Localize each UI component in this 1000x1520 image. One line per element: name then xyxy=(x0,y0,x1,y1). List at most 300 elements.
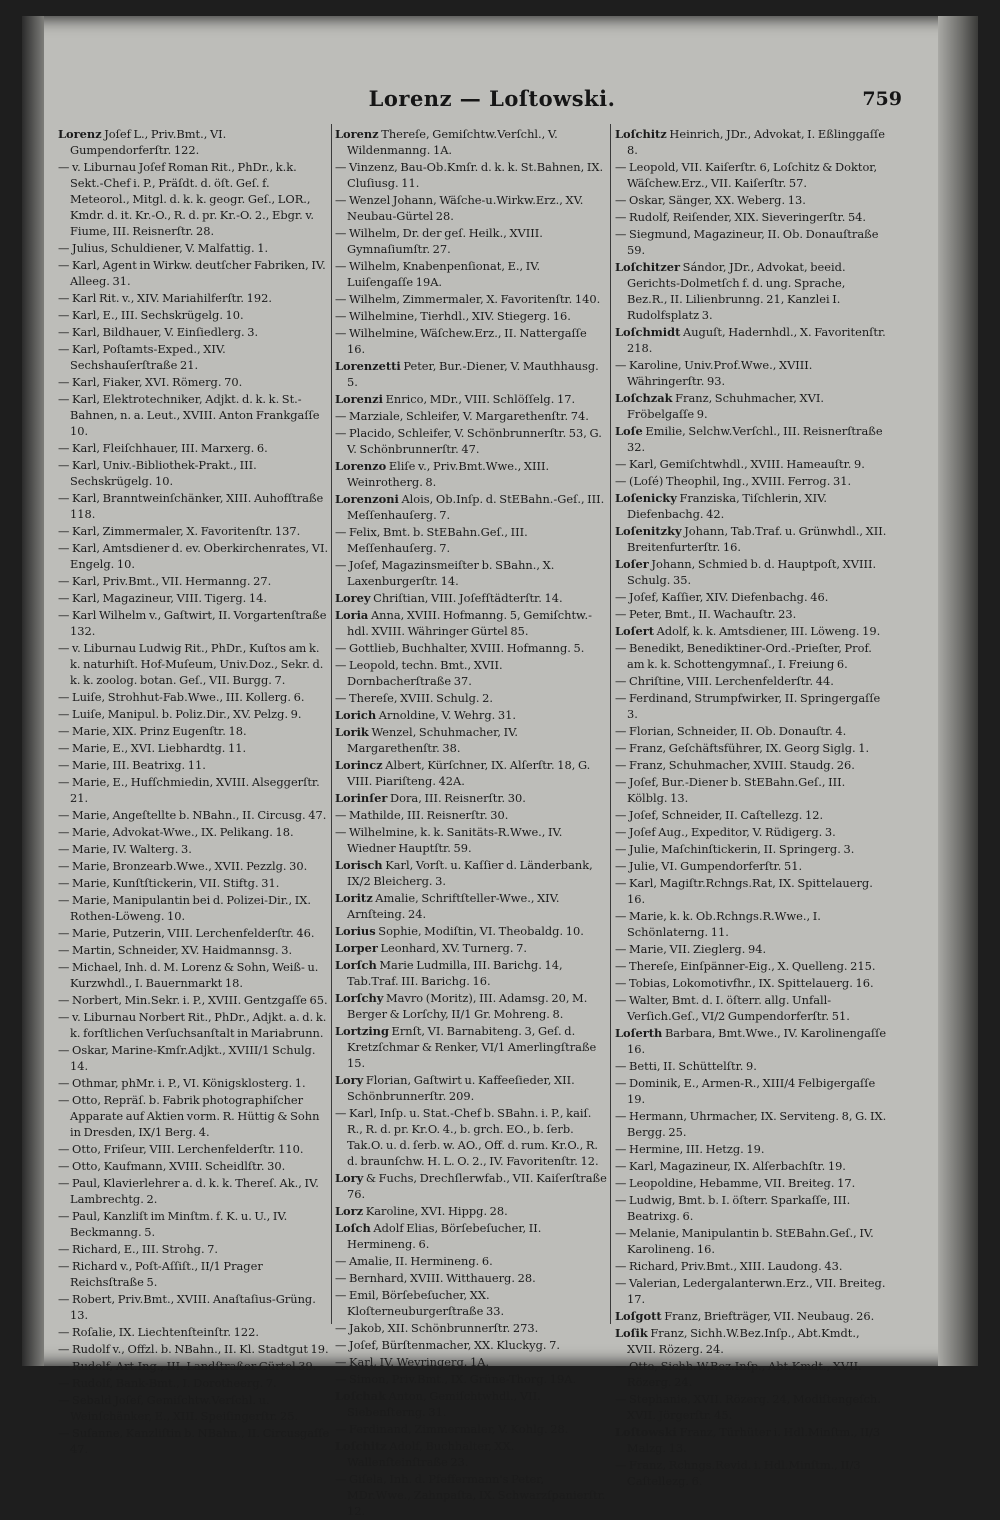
entry-surname: Lorenzetti xyxy=(335,359,401,373)
entry-text: Adolf Elias, Börſebeſucher, II. Hermineng. 6. xyxy=(347,1221,542,1251)
entry-text: — Julie, VI. Gumpendorferſtr. 51. xyxy=(615,859,803,873)
directory-entry xyxy=(615,673,887,689)
entry-surname: Loſchzak xyxy=(615,391,673,405)
directory-entry xyxy=(58,841,330,857)
directory-entry xyxy=(615,740,887,756)
entry-text: — Julius, Schuldiener, V. Malfattig. 1. xyxy=(58,241,269,255)
entry-surname: Loſchitz xyxy=(615,127,667,141)
entry-text: — Martin, Schneider, XV. Haidmannsg. 3. xyxy=(58,943,293,957)
directory-entry xyxy=(615,958,887,974)
directory-entry xyxy=(615,159,887,191)
directory-entry xyxy=(335,225,607,257)
entry-text: Peter, Bur.-Diener, V. Mauthhausg. 5. xyxy=(347,359,599,389)
entry-text: Leonhard, XV. Turnerg. 7. xyxy=(380,941,527,955)
entry-text: — Marie, IV. Walterg. 3. xyxy=(58,842,192,856)
entry-surname: Lory xyxy=(335,1171,364,1185)
entry-text: Dora, III. Reisnerſtr. 30. xyxy=(390,791,526,805)
entry-surname: Lorenz xyxy=(58,127,102,141)
entry-text: Johann, Tab.Traf. u. Grünwhdl., XII. Breitenfurterſtr. 16. xyxy=(627,524,887,554)
directory-entry xyxy=(335,192,607,224)
entry-text: — Marie, E., Hufſchmiedin, XVIII. Alseggerſtr. 21. xyxy=(58,775,320,805)
directory-entry xyxy=(615,1225,887,1257)
directory-entry xyxy=(335,857,607,889)
directory-entry xyxy=(615,1275,887,1307)
entry-text: — Karl, Fleiſchhauer, III. Marxerg. 6. xyxy=(58,441,268,455)
directory-entry xyxy=(335,1287,607,1319)
entry-text: — Wilhelmine, Tierhdl., XIV. Stiegerg. 16. xyxy=(335,309,571,323)
directory-entry xyxy=(58,1175,330,1207)
entry-text: — Norbert, Min.Sekr. i. P., XVIII. Gentzgaſſe 65. xyxy=(58,993,328,1007)
directory-entry xyxy=(58,959,330,991)
directory-entry xyxy=(615,1158,887,1174)
entry-text: Barbara, Bmt.Wwe., IV. Karolinengaſſe 16. xyxy=(627,1026,887,1056)
directory-entry xyxy=(58,1258,330,1290)
entry-text: — Richard, Priv.Bmt., XIII. Laudong. 43. xyxy=(615,1259,843,1273)
directory-entry xyxy=(335,308,607,324)
entry-text: — Hermann, Uhrmacher, IX. Serviteng. 8, G. IX. Bergg. 25. xyxy=(615,1109,887,1139)
entry-text: — Oskar, Sänger, XX. Weberg. 13. xyxy=(615,193,806,207)
entry-surname: Loſerth xyxy=(615,1026,663,1040)
directory-entry xyxy=(615,456,887,472)
entry-text: Mavro (Moritz), III. Adamsg. 20, M. Berger & Lorſchy, II/1 Gr. Mohreng. 8. xyxy=(347,991,588,1021)
directory-entry xyxy=(335,1320,607,1336)
directory-entry xyxy=(615,523,887,555)
entry-text: — Franz, Geſchäftsführer, IX. Georg Siglg. 1. xyxy=(615,741,870,755)
directory-entry xyxy=(335,524,607,556)
entry-text: — Karl Wilhelm v., Gaſtwirt, II. Vorgartenſtraße 132. xyxy=(58,608,327,638)
directory-entry xyxy=(335,391,607,407)
directory-entry xyxy=(335,1203,607,1219)
entry-text: — Joſef Aug., Expeditor, V. Rüdigerg. 3. xyxy=(615,825,836,839)
directory-entry xyxy=(615,1325,887,1357)
entry-text: Franz, Sichh.W.Bez.Inſp., Abt.Kmdt., XVII. Rözerg. 24. xyxy=(627,1326,860,1356)
entry-surname: Lorper xyxy=(335,941,378,955)
directory-entry xyxy=(58,892,330,924)
entry-text: — Karl, Elektrotechniker, Adjkt. d. k. k. St.-Bahnen, n. a. Leut., XVIII. Anton Frankgaſſe 10. xyxy=(58,392,320,438)
entry-text: — Mathilde, III. Reisnerſtr. 30. xyxy=(335,808,509,822)
directory-entry xyxy=(615,589,887,605)
directory-entry xyxy=(58,1075,330,1091)
entry-text: Arnoldine, V. Wehrg. 31. xyxy=(378,708,516,722)
entry-surname: Loſe xyxy=(615,424,643,438)
entry-text: — Ferdinand, Zimmermaler, V. Kohlg. 28. xyxy=(335,1422,569,1436)
entry-text: — Michael, Inh. d. M. Lorenz & Sohn, Weiß- u. Kurzwhdl., I. Bauernmarkt 18. xyxy=(58,960,319,990)
directory-entry xyxy=(335,824,607,856)
directory-entry xyxy=(58,640,330,688)
entry-surname: Loritz xyxy=(335,891,373,905)
directory-entry xyxy=(58,1392,330,1424)
directory-entry xyxy=(58,757,330,773)
entry-text: — Thereſe, XVIII. Schulg. 2. xyxy=(335,691,494,705)
entry-text: — Marie, Manipulantin bei d. Polizei-Dir., IX. Rothen-Löweng. 10. xyxy=(58,893,312,923)
directory-entry xyxy=(615,259,887,323)
directory-entry xyxy=(335,807,607,823)
entry-text: Franz, Briefträger, VII. Neubaug. 26. xyxy=(664,1309,875,1323)
entry-text: — Marie, Bronzearb.Wwe., XVII. Pezzlg. 30. xyxy=(58,859,308,873)
directory-entry xyxy=(335,557,607,589)
entry-text: — Marie, Advokat-Wwe., IX. Pelikang. 18. xyxy=(58,825,294,839)
entry-text: Thereſe, Gemiſchtw.Verſchl., V. Wildenmanng. 1A. xyxy=(347,127,558,157)
directory-entry xyxy=(58,573,330,589)
directory-entry xyxy=(335,1421,607,1437)
book-gutter xyxy=(22,16,44,1366)
directory-entry xyxy=(615,824,887,840)
directory-entry xyxy=(58,324,330,340)
directory-entry xyxy=(335,291,607,307)
entry-text: — Thereſe, Einſpänner-Eig., X. Quelleng. 215. xyxy=(615,959,876,973)
directory-entry xyxy=(615,556,887,588)
entry-text: Adolf, Buchhalter, XX. Wallenſteinſtraße 23. xyxy=(347,1439,515,1469)
entry-text: & Fuchs, Drechſlerwfab., VII. Kaiſerſtraße 76. xyxy=(347,1171,607,1201)
entry-text: — Bernhard, XVIII. Witthauerg. 28. xyxy=(335,1271,536,1285)
directory-entry xyxy=(58,159,330,239)
entry-text: — Gottlieb, Buchhalter, XVIII. Hofmanng. 5. xyxy=(335,641,585,655)
directory-entry xyxy=(335,408,607,424)
directory-entry xyxy=(335,1072,607,1104)
directory-entry xyxy=(335,126,607,158)
directory-entry xyxy=(615,209,887,225)
page-number: 759 xyxy=(862,88,902,110)
directory-entry xyxy=(335,890,607,922)
directory-entry xyxy=(58,457,330,489)
directory-entry xyxy=(615,226,887,258)
entry-surname: Lory xyxy=(335,1073,364,1087)
directory-entry xyxy=(615,975,887,991)
entry-text: Franziska, Tiſchlerin, XIV. Diefenbachg. 42. xyxy=(627,491,828,521)
entry-text: Joſef L., Priv.Bmt., VI. Gumpendorferſtr. 122. xyxy=(70,127,227,157)
entry-text: — Paul, Klavierlehrer a. d. k. k. Thereſ. Ak., IV. Lambrechtg. 2. xyxy=(58,1176,319,1206)
entry-text: Eliſe v., Priv.Bmt.Wwe., XIII. Weinrotherg. 8. xyxy=(347,459,550,489)
directory-entry xyxy=(58,824,330,840)
entry-text: — Joſef, Kaſſier, XIV. Diefenbachg. 46. xyxy=(615,590,829,604)
entry-text: Johann, Schmied b. d. Hauptpoſt, XVIII. Schulg. 35. xyxy=(627,557,877,587)
entry-surname: Loſik xyxy=(615,1326,648,1340)
directory-entry xyxy=(58,774,330,806)
entry-text: — Roſalie, IX. Liechtenſteinſtr. 122. xyxy=(58,1325,259,1339)
entry-text: — Simon, Priv.Bmt., IX. Grüne-Thorg. 19A. xyxy=(335,1372,577,1386)
entry-text: — Giſela, Inh. d. Pfeffermann's Peter, MDr.Wwe., Zahnpaſta, IX. Schwarzſpanierſtr. 12. xyxy=(335,1472,606,1518)
entry-surname: Loſer xyxy=(615,557,649,571)
entry-text: — Rudolf v., Offzl. b. NBahn., II. Kl. Stadtgut 19. xyxy=(58,1342,329,1356)
entry-surname: Loſch xyxy=(335,1221,371,1235)
directory-entry xyxy=(58,1291,330,1323)
directory-entry xyxy=(335,1471,607,1519)
directory-entry xyxy=(335,458,607,490)
directory-entry xyxy=(58,1092,330,1140)
entry-text: — Vinzenz, Bau-Ob.Kmſr. d. k. k. St.Bahnen, IX. Cluſiusg. 11. xyxy=(335,160,604,190)
entry-text: — Wilhelm, Zimmermaler, X. Favoritenſtr. 140. xyxy=(335,292,601,306)
directory-entry xyxy=(58,723,330,739)
entry-text: — Marie, E., XVI. Liebhardtg. 11. xyxy=(58,741,247,755)
directory-entry xyxy=(58,341,330,373)
directory-entry xyxy=(615,390,887,422)
entry-text: — Walter, Bmt. d. I. öſterr. allg. Unfall-Verſich.Geſ., VI/2 Gumpendorferſtr. 51. xyxy=(615,993,850,1023)
entry-text: — Siegmund, Magazineur, II. Ob. Donauſtraße 59. xyxy=(615,227,879,257)
directory-entry xyxy=(615,992,887,1024)
directory-entry xyxy=(615,908,887,940)
directory-entry xyxy=(335,1220,607,1252)
entry-text: — Paul, Kanzliſt im Minſtm. f. K. u. U., IV. Beckmanng. 5. xyxy=(58,1209,288,1239)
entry-text: Adolf, k. k. Amtsdiener, III. Löweng. 19. xyxy=(656,624,881,638)
entry-text: — Karl, Fiaker, XVI. Römerg. 70. xyxy=(58,375,243,389)
entry-text: Albert, Kürſchner, IX. Alſerſtr. 18, G. VIII. Piariſteng. 42A. xyxy=(347,758,591,788)
entry-text: — Suſanne, Kanzliſtin b. NBahn., II. Circusgaſſe 47. xyxy=(58,1426,330,1456)
entry-text: — Leopold, techn. Bmt., XVII. Dornbacherſtraße 37. xyxy=(335,658,503,688)
entry-text: — Rudolf, Art.Ing., III. Landſtraßer Gürtel 39. xyxy=(58,1359,317,1373)
entry-text: Wenzel, Schuhmacher, IV. Margarethenſtr. 38. xyxy=(347,725,518,755)
directory-entry xyxy=(58,490,330,522)
directory-entry xyxy=(335,425,607,457)
entry-text: — Julie, Maſchinſtickerin, II. Springerg. 3. xyxy=(615,842,855,856)
entry-surname: Loria xyxy=(335,608,369,622)
entry-text: — Marie, VII. Zieglerg. 94. xyxy=(615,942,767,956)
entry-surname: Lorincz xyxy=(335,758,383,772)
directory-entry xyxy=(335,1170,607,1202)
entry-text: — Otto, Sichh.W.Bez.Inſp., Abt.Kmdt., XVII. Rözerg. 24. xyxy=(615,1359,862,1389)
directory-entry xyxy=(58,1208,330,1240)
directory-entry xyxy=(58,607,330,639)
entry-text: Franz, Türhüter i. Hdl.Minſtm., II/3 Malzg. 13. xyxy=(627,1425,881,1455)
directory-entry xyxy=(615,875,887,907)
directory-entry xyxy=(335,1354,607,1370)
entry-text: — Benedikt, Benediktiner-Ord.-Prieſter, Prof. am k. k. Schottengymnaſ., I. Freiung 6. xyxy=(615,641,872,671)
directory-entry xyxy=(58,374,330,390)
entry-text: — Peter, Bmt., II. Wachauſtr. 23. xyxy=(615,607,797,621)
directory-entry xyxy=(615,1457,887,1489)
entry-text: Franz, Schuhmacher, XVI. Fröbelgaſſe 9. xyxy=(627,391,824,421)
entry-surname: Loſert xyxy=(615,624,655,638)
entry-text: Emilie, Selchw.Verſchl., III. Reisnerſtraße 32. xyxy=(627,424,883,454)
directory-entry xyxy=(58,540,330,572)
entry-text: — Karl, Poſtamts-Exped., XIV. Sechshauſerſtraße 21. xyxy=(58,342,226,372)
directory-entry xyxy=(335,1253,607,1269)
entry-text: — Karl, Magazineur, IX. Alſerbachſtr. 19. xyxy=(615,1159,846,1173)
directory-entry xyxy=(335,1388,607,1420)
entry-text: — Stephanie, XVII. Rözerg. 24, Modiſtengeſch. XVII. Jörgerſtr. 45. xyxy=(615,1392,881,1422)
entry-text: — Karl, Zimmermaler, X. Favoritenſtr. 137. xyxy=(58,524,301,538)
column-2 xyxy=(335,126,607,1520)
entry-text: Chriſtian, VIII. Joſefſtädterſtr. 14. xyxy=(373,591,563,605)
directory-entry xyxy=(615,640,887,672)
directory-entry xyxy=(615,757,887,773)
directory-entry xyxy=(335,657,607,689)
entry-text: — Karl, Univ.-Bibliothek-Prakt., III. Sechskrügelg. 10. xyxy=(58,458,257,488)
entry-text: Amalie, Schriftſteller-Wwe., XIV. Arnſteing. 24. xyxy=(347,891,560,921)
entry-surname: Lorinſer xyxy=(335,791,388,805)
entry-surname: Loſchitz xyxy=(335,1439,387,1453)
entry-text: — Ludwig, Bmt. b. I. öſterr. Sparkaſſe, III. Beatrixg. 6. xyxy=(615,1193,851,1223)
directory-entry xyxy=(615,1108,887,1140)
entry-text: — Joſef, Bürſtenmacher, XX. Kluckyg. 7. xyxy=(335,1338,561,1352)
entry-text: — Wilhelm, Knabenpenſionat, E., IV. Luiſengaſſe 19A. xyxy=(335,259,541,289)
entry-text: — Melanie, Manipulantin b. StEBahn.Geſ., IV. Karolineng. 16. xyxy=(615,1226,874,1256)
directory-entry xyxy=(58,240,330,256)
directory-entry xyxy=(335,940,607,956)
entry-surname: Lorey xyxy=(335,591,371,605)
entry-surname: Loſchitzer xyxy=(615,260,681,274)
directory-entry xyxy=(615,858,887,874)
entry-text: — Marie, k. k. Ob.Rchngs.R.Wwe., I. Schönlaterng. 11. xyxy=(615,909,821,939)
entry-surname: Loſgott xyxy=(615,1309,662,1323)
entry-text: — Tobias, Lokomotivfhr., IX. Spittelauerg. 16. xyxy=(615,976,874,990)
directory-entry xyxy=(615,490,887,522)
entry-surname: Lorik xyxy=(335,725,369,739)
directory-entry xyxy=(615,723,887,739)
entry-text: — Dominik, E., Armen-R., XIII/4 Felbigergaſſe 19. xyxy=(615,1076,876,1106)
entry-text: — (Loſé) Theophil, Ing., XVIII. Ferrog. 31. xyxy=(615,474,852,488)
directory-entry xyxy=(615,473,887,489)
entry-text: Auguſt, Hadernhdl., X. Favoritenſtr. 218. xyxy=(627,325,886,355)
entry-text: Anton, Gemiſchtwhdl., VII. Siebenſterng. 31. xyxy=(347,1389,541,1419)
directory-entry xyxy=(58,290,330,306)
entry-text: — Marie, Kunſtſtickerin, VII. Stiftg. 31. xyxy=(58,876,280,890)
directory-entry xyxy=(335,159,607,191)
directory-entry xyxy=(58,807,330,823)
entry-text: — Betti, II. Schüttelſtr. 9. xyxy=(615,1059,757,1073)
entry-text: — Karl, Magiſtr.Rchngs.Rat, IX. Spittelauerg. 16. xyxy=(615,876,873,906)
entry-text: Sándor, JDr., Advokat, beeid. Gerichts-Dolmetſch f. d. ung. Sprache, Bez.R., II. Lilienbrunng. 21, Kanzlei I. Rudolfsplatz 3. xyxy=(627,260,846,322)
entry-surname: Lorius xyxy=(335,924,376,938)
entry-surname: Loſtowski xyxy=(615,1425,677,1439)
directory-entry xyxy=(615,126,887,158)
directory-entry xyxy=(58,706,330,722)
entry-surname: Lortzing xyxy=(335,1024,389,1038)
entry-text: — Joſef, Schneider, II. Caſtellezg. 12. xyxy=(615,808,824,822)
directory-entry xyxy=(335,325,607,357)
directory-entry xyxy=(58,1358,330,1374)
directory-entry xyxy=(58,307,330,323)
entry-text: — Luiſe, Strohhut-Fab.Wwe., III. Kollerg. 6. xyxy=(58,690,305,704)
entry-text: — v. Liburnau Joſef Roman Rit., PhDr., k.k. Sekt.-Chef i. P., Präſdt. d. öſt. Geſ. f. Meteorol., Mitgl. d. k. k. geogr. Geſ., LOR., Kmdr. d. it. Kr.-O., R. d. pr. Kr.-O. 2., Ebgr. v. Fiume, III. Reisnerſtr. 28. xyxy=(58,160,315,238)
entry-surname: Lorſch xyxy=(335,958,377,972)
entry-text: — v. Liburnau Norbert Rit., PhDr., Adjkt. a. d. k. k. forſtlichen Verſuchsanſtalt in Mariabrunn. xyxy=(58,1010,327,1040)
entry-text: — Karl, E., III. Sechskrügelg. 10. xyxy=(58,308,244,322)
directory-entry xyxy=(58,925,330,941)
directory-entry xyxy=(615,1025,887,1057)
entry-text: — Karl, Inſp. u. Stat.-Chef b. SBahn. i. P., kaiſ. R., R. d. pr. Kr.O. 4., b. grch. EO., b. ſerb. Tak.O. u. d. ſerb. w. AO., Off. d. rum. Kr.O., R. d. braunſchw. H. L. O. 2., IV. Favoritenſtr. 12. xyxy=(335,1106,599,1168)
directory-entry xyxy=(58,1425,330,1457)
directory-entry xyxy=(335,1337,607,1353)
directory-entry xyxy=(615,1258,887,1274)
entry-text: Enrico, MDr., VIII. Schlöſſelg. 17. xyxy=(385,392,576,406)
entry-text: Alois, Ob.Inſp. d. StEBahn.-Geſ., III. Meſſenhauſerg. 7. xyxy=(347,492,605,522)
directory-entry xyxy=(58,1375,330,1391)
directory-entry xyxy=(58,440,330,456)
entry-text: Karl, Vorſt. u. Kaſſier d. Länderbank, IX/2 Bleicherg. 3. xyxy=(347,858,593,888)
entry-text: — Wenzel Johann, Wäſche-u.Wirkw.Erz., XV. Neubau-Gürtel 28. xyxy=(335,193,584,223)
entry-text: — Oskar, Marine-Kmſr.Adjkt., XVIII/1 Schulg. 14. xyxy=(58,1043,316,1073)
directory-entry xyxy=(615,1075,887,1107)
entry-text: — Karl, IV. Weyringerg. 1A. xyxy=(335,1355,490,1369)
column-3 xyxy=(615,126,887,1490)
directory-entry xyxy=(615,1192,887,1224)
entry-surname: Loſchmidt xyxy=(615,325,681,339)
entry-text: — Karl, Agent in Wirkw. deutſcher Fabriken, IV. Alleeg. 31. xyxy=(58,258,326,288)
directory-entry xyxy=(615,941,887,957)
entry-text: — Sebald Joſef, Gemiſchtw.Verſchl. u. Weinſchänker, E., XIII. Speiſingerſtr. 25. xyxy=(58,1393,299,1423)
entry-text: — Joſef, Bur.-Diener b. StEBahn.Geſ., III. Kölblg. 13. xyxy=(615,775,846,805)
entry-text: — Karl Rit. v., XIV. Mariahilferſtr. 192. xyxy=(58,291,273,305)
directory-entry xyxy=(615,1424,887,1456)
directory-entry xyxy=(58,1341,330,1357)
directory-page xyxy=(22,16,978,1518)
entry-text: — Franz, Schuhmacher, XVIII. Staudg. 26. xyxy=(615,758,855,772)
directory-entry xyxy=(615,423,887,455)
entry-surname: Lorisch xyxy=(335,858,383,872)
entry-surname: Lorz xyxy=(335,1204,364,1218)
directory-entry xyxy=(335,1023,607,1071)
entry-text: — Karl, Magazineur, VIII. Tigerg. 14. xyxy=(58,591,268,605)
directory-entry xyxy=(615,192,887,208)
entry-text: — Marie, Angeſtellte b. NBahn., II. Circusg. 47. xyxy=(58,808,327,822)
directory-entry xyxy=(335,491,607,523)
directory-entry xyxy=(615,1175,887,1191)
directory-entry xyxy=(335,590,607,606)
directory-entry xyxy=(58,992,330,1008)
entry-text: — Emil, Börſebeſucher, XX. Kloſterneuburgerſtraße 33. xyxy=(335,1288,505,1318)
directory-entry xyxy=(58,523,330,539)
directory-entry xyxy=(58,875,330,891)
directory-entry xyxy=(58,126,330,158)
entry-text: — Marie, III. Beatrixg. 11. xyxy=(58,758,206,772)
entry-text: — Otto, Friſeur, VIII. Lerchenfelderſtr. 110. xyxy=(58,1142,304,1156)
entry-text: — v. Liburnau Ludwig Rit., PhDr., Kuſtos am k. k. naturhiſt. Hof-Muſeum, Univ.Doz., Sekr. d. k. k. zoolog. botan. Geſ., VII. Burgg. 7. xyxy=(58,641,324,687)
directory-entry xyxy=(615,807,887,823)
directory-entry xyxy=(335,1371,607,1387)
directory-entry xyxy=(58,1324,330,1340)
directory-entry xyxy=(335,1105,607,1169)
entry-text: — Hermine, III. Hetzg. 19. xyxy=(615,1142,765,1156)
entry-text: — Karl, Priv.Bmt., VII. Hermanng. 27. xyxy=(58,574,272,588)
page-header xyxy=(62,86,902,120)
entry-text: — Marie, Putzerin, VIII. Lerchenfelderſtr. 46. xyxy=(58,926,315,940)
entry-text: — Marie, XIX. Prinz Eugenſtr. 18. xyxy=(58,724,247,738)
directory-entry xyxy=(335,258,607,290)
directory-entry xyxy=(58,740,330,756)
directory-entry xyxy=(58,391,330,439)
entry-text: Marie Ludmilla, III. Barichg. 14, Tab.Traf. III. Barichg. 16. xyxy=(347,958,563,988)
directory-entry xyxy=(615,1391,887,1423)
page-edge xyxy=(938,16,978,1366)
entry-text: — Luiſe, Manipul. b. Poliz.Dir., XV. Pelzg. 9. xyxy=(58,707,302,721)
directory-entry xyxy=(615,606,887,622)
directory-entry xyxy=(335,757,607,789)
entry-text: Ernſt, VI. Barnabiteng. 3, Geſ. d. Kretzſchmar & Renker, VI/1 Amerlingſtraße 15. xyxy=(347,1024,597,1070)
directory-entry xyxy=(335,790,607,806)
directory-entry xyxy=(615,774,887,806)
entry-surname: Lorenz xyxy=(335,127,379,141)
entry-text: — Leopold, VII. Kaiſerſtr. 6, Loſchitz & Doktor, Wäſchew.Erz., VII. Kaiſerſtr. 57. xyxy=(615,160,878,190)
entry-text: — Othmar, phMr. i. P., VI. Königsklosterg. 1. xyxy=(58,1076,306,1090)
entry-text: — Florian, Schneider, II. Ob. Donauſtr. 4. xyxy=(615,724,847,738)
directory-entry xyxy=(335,358,607,390)
directory-entry xyxy=(335,957,607,989)
entry-surname: Loſenitzky xyxy=(615,524,682,538)
directory-entry xyxy=(335,724,607,756)
entry-text: — Otto, Kaufmann, XVIII. Scheidlſtr. 30. xyxy=(58,1159,286,1173)
entry-text: — Karl, Bildhauer, V. Einſiedlerg. 3. xyxy=(58,325,259,339)
entry-text: — Jakob, XII. Schönbrunnerſtr. 273. xyxy=(335,1321,539,1335)
entry-surname: Loſenicky xyxy=(615,491,677,505)
entry-text: — Rudolf, Bank-Bmt., I. Dorotheerg. 7. xyxy=(58,1376,277,1390)
directory-entry xyxy=(58,942,330,958)
directory-entry xyxy=(335,690,607,706)
entry-text: — Amalie, II. Hermineng. 6. xyxy=(335,1254,493,1268)
entry-text: — Joſef, Magazinsmeiſter b. SBahn., X. Laxenburgerſtr. 14. xyxy=(335,558,555,588)
entry-surname: Lorſchy xyxy=(335,991,384,1005)
entry-text: Florian, Gaſtwirt u. Kaffeeſieder, XII. Schönbrunnerſtr. 209. xyxy=(347,1073,575,1103)
entry-text: — Wilhelmine, Wäſchew.Erz., II. Nattergaſſe 16. xyxy=(335,326,587,356)
